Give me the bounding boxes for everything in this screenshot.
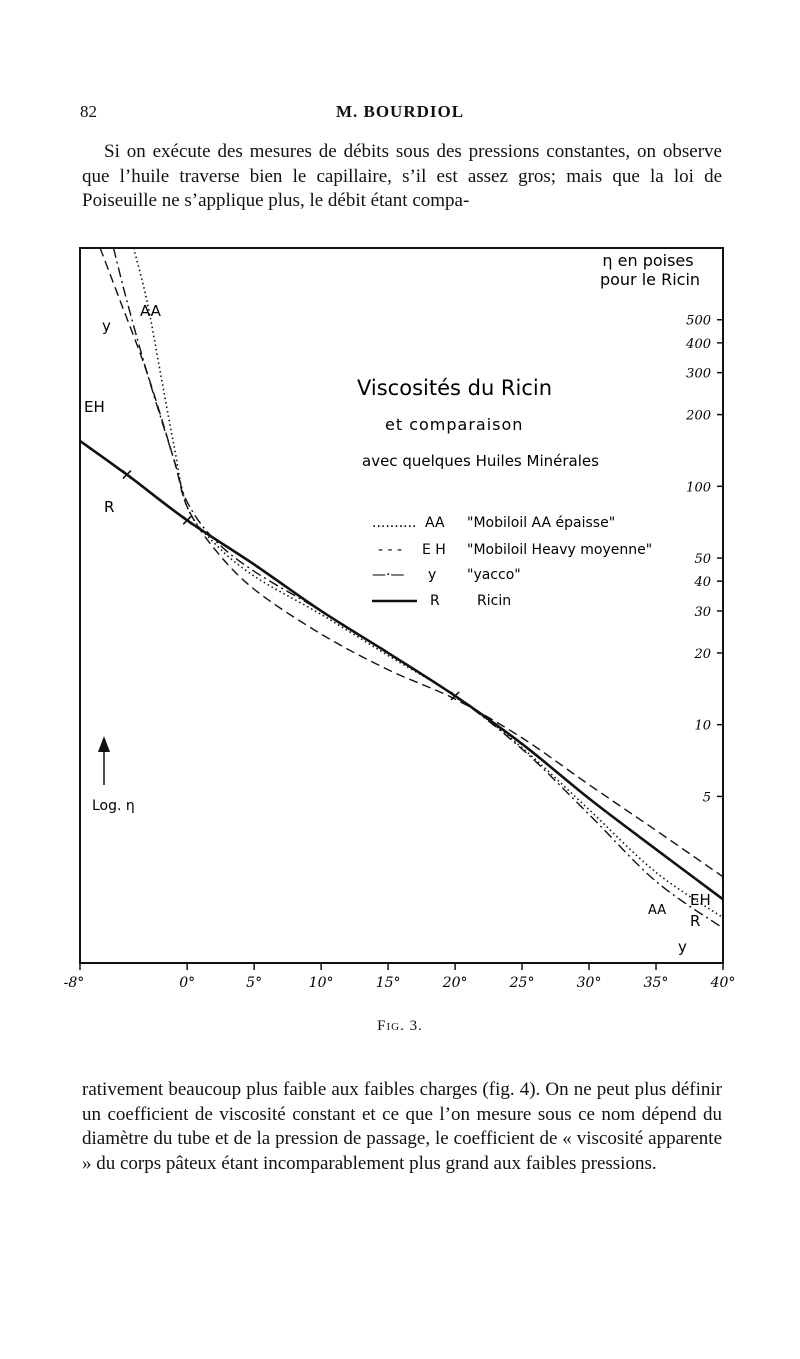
legend-marker-y: —·— [372, 567, 405, 583]
curve-label-eh-end: EH [690, 891, 711, 909]
y-tick-label: 20 [694, 646, 711, 662]
x-tick-label: 40° [710, 975, 736, 991]
y-tick-label: 200 [686, 408, 711, 424]
chart-title: Viscosités du Ricin [357, 376, 553, 400]
right-axis-label-1: η en poises [602, 251, 694, 270]
paragraph-top: Si on exécute des mesures de débits sous des pressions constantes, on observe que l’huile traverse bien le capillaire, s’il est assez gros; mais que la loi de Poiseuille ne s’applique plus, le débit étant compa- [82, 141, 722, 211]
legend-marker-eh: - - - [378, 542, 403, 558]
legend-code-aa: AA [425, 515, 445, 531]
legend-code-y: y [428, 567, 437, 583]
curve-label-r: R [104, 498, 115, 516]
x-tick-label: 10° [308, 975, 334, 991]
y-tick-label: 10 [694, 718, 711, 734]
log-arrow-head [98, 736, 110, 752]
curve-label-y: y [102, 317, 111, 335]
data-point-mark [183, 516, 191, 524]
legend-marker-aa: .......... [372, 515, 417, 531]
x-tick-label: -8° [63, 975, 85, 991]
chart-subtitle-2: avec quelques Huiles Minérales [362, 452, 599, 470]
page-number: 82 [80, 102, 97, 121]
series-layer [80, 248, 723, 928]
legend-desc-eh: "Mobiloil Heavy moyenne" [467, 542, 653, 558]
curve-label-aa: AA [140, 302, 161, 320]
series-line-y [113, 248, 723, 928]
x-tick-label: 20° [442, 975, 468, 991]
y-tick-label: 100 [686, 480, 711, 496]
series-line-eh [100, 248, 723, 877]
x-tick-label: 15° [375, 975, 401, 991]
y-axis-label: Log. η [92, 798, 135, 814]
y-tick-label: 40 [694, 575, 711, 591]
x-tick-label: 30° [576, 975, 602, 991]
curve-label-eh: EH [84, 398, 105, 416]
x-tick-label: 35° [643, 975, 669, 991]
plot-frame [80, 248, 723, 963]
legend-code-r: R [430, 593, 440, 609]
y-tick-label: 30 [694, 604, 711, 620]
y-tick-label: 50 [694, 552, 711, 568]
y-tick-label: 300 [686, 366, 711, 382]
legend-desc-y: "yacco" [467, 567, 521, 583]
y-tick-label: 400 [686, 336, 711, 352]
page-header [80, 102, 720, 126]
paragraph-bottom: rativement beaucoup plus faible aux faibles charges (fig. 4). On ne peut plus définir un coefficient de viscosité constant et ce que l’on mesure sous ce nom dépend du diamètre du tube et de la pression de passage, le coefficient de « viscosité apparente » du corps pâteux étant incomparablement plus grand aux faibles pressions. [82, 1079, 722, 1174]
legend-desc-aa: "Mobiloil AA épaisse" [467, 515, 616, 531]
chart-subtitle-1: et comparaison [385, 415, 524, 434]
x-tick-label: 0° [179, 975, 196, 991]
series-line-r [80, 441, 723, 899]
figure-caption: Fig. 3. [377, 1018, 423, 1034]
y-tick-label: 5 [702, 790, 711, 806]
running-head: M. BOURDIOL [335, 102, 465, 121]
data-point-mark [123, 471, 131, 479]
legend-desc-r: Ricin [477, 593, 512, 609]
viscosity-chart [0, 240, 800, 1000]
x-tick-label: 25° [509, 975, 535, 991]
x-tick-label: 5° [246, 975, 263, 991]
curve-label-r-end: R [690, 912, 701, 930]
legend [372, 515, 652, 609]
curve-label-y-end: y [678, 938, 687, 956]
y-tick-label: 500 [686, 313, 711, 329]
right-axis-label-2: pour le Ricin [599, 270, 701, 289]
legend-code-eh: E H [422, 542, 446, 558]
curve-label-aa-end: AA [648, 903, 667, 918]
